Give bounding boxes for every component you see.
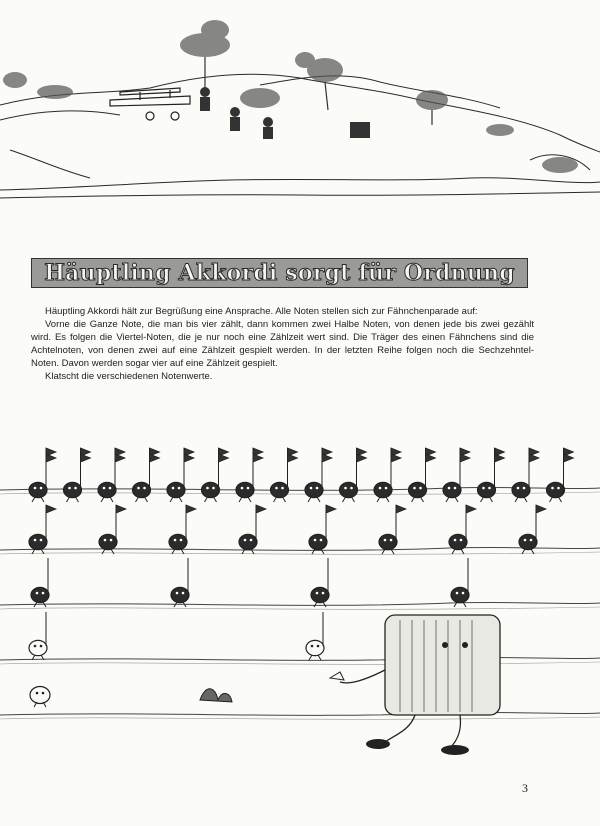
accordion-shoe [366,739,390,749]
accordion-chief [330,615,500,755]
note-head [519,534,537,549]
landscape-illustration [0,0,600,215]
accordion-hand [330,672,344,680]
ground-line [0,492,600,494]
note-figure [512,482,530,502]
note-foot [461,549,464,554]
note-eye [137,487,140,490]
note-foot [314,602,317,607]
note-head [31,587,49,602]
ground-line [0,657,600,660]
ground-line [0,552,600,554]
note-figure [409,482,427,502]
shrub [200,689,232,702]
note-eye [36,592,39,595]
note-foot [309,655,312,660]
note-eye [40,539,43,542]
note-head [171,587,189,602]
note-figure [98,482,116,502]
note-flag [253,454,263,462]
note-head [167,482,185,497]
accordion-eye [462,642,468,648]
note-flag [391,454,401,462]
note-figure [340,482,358,502]
note-flag [322,454,332,462]
note-flag [46,505,56,513]
note-foot [490,497,493,502]
note-eye [182,592,185,595]
note-flag [529,454,539,462]
note-eye [488,487,491,490]
note-foot [455,497,458,502]
note-head [239,534,257,549]
note-flag [116,505,126,513]
note-eye [456,592,459,595]
note-flag [564,454,574,462]
ground-line [0,662,600,664]
note-eye [448,487,451,490]
accordion-eye [442,642,448,648]
note-eye [34,539,37,542]
note-figure [451,587,469,607]
note-foot [421,497,424,502]
note-eye [419,487,422,490]
note-eye [281,487,284,490]
note-foot [214,497,217,502]
note-foot [32,497,35,502]
note-flag [288,454,298,462]
note-figure [202,482,220,502]
note-foot [136,497,139,502]
page-title: Häuptling Akkordi sorgt für Ordnung [44,260,515,286]
note-foot [248,497,251,502]
note-figure [547,482,565,502]
note-head [409,482,427,497]
note-head [379,534,397,549]
note-eye [110,539,113,542]
note-eye [206,487,209,490]
note-eye [385,487,388,490]
note-eye [180,539,183,542]
paragraph-instruction: Klatscht die verschiedenen Notenwerte. [45,371,213,382]
note-figure [29,640,47,660]
note-foot [343,497,346,502]
note-eye [413,487,416,490]
note-eye [530,539,533,542]
note-eye [379,487,382,490]
note-figure [519,534,537,554]
note-head [443,482,461,497]
note-eye [42,592,45,595]
note-eye [322,592,325,595]
note-eye [310,487,313,490]
note-figure [478,482,496,502]
note-flag [495,454,505,462]
note-foot [318,655,321,660]
note-foot [145,497,148,502]
note-eye [103,487,106,490]
note-figure [271,482,289,502]
note-head [306,640,324,655]
note-flag [219,454,229,462]
note-eye [250,539,253,542]
note-foot [352,497,355,502]
note-figure [309,534,327,554]
note-foot [110,497,113,502]
note-foot [481,497,484,502]
note-eye [40,487,43,490]
note-flag [460,454,470,462]
note-head [309,534,327,549]
note-figure [29,534,47,554]
note-foot [179,497,182,502]
ground-line [0,602,600,605]
note-eye [320,539,323,542]
note-foot [283,497,286,502]
note-eye [524,539,527,542]
note-eye [316,487,319,490]
note-foot [412,497,415,502]
accordion-body [385,615,500,715]
note-eye [482,487,485,490]
note-foot [76,497,79,502]
note-head [547,482,565,497]
note-eye [317,645,320,648]
note-head [311,587,329,602]
note-foot [41,497,44,502]
note-figure [305,482,323,502]
note-figure [311,587,329,607]
note-foot [274,497,277,502]
note-eye [384,539,387,542]
note-flag [115,454,125,462]
note-flag [466,505,476,513]
note-eye [34,645,37,648]
note-flag [536,505,546,513]
accordion-shoe [441,745,469,755]
note-eye [212,487,215,490]
note-eye [462,592,465,595]
note-eye [523,487,526,490]
accordion-arm [340,670,385,683]
note-head [451,587,469,602]
note-head [30,687,50,704]
note-foot [550,497,553,502]
note-head [512,482,530,497]
note-eye [275,487,278,490]
note-eye [42,692,45,695]
note-eye [241,487,244,490]
note-head [236,482,254,497]
note-eye [454,487,457,490]
note-figure [239,534,257,554]
body-text [31,305,534,383]
note-flag [396,505,406,513]
note-foot [446,497,449,502]
note-foot [377,497,380,502]
note-eye [36,692,39,695]
note-foot [308,497,311,502]
note-eye [244,539,247,542]
note-figure [374,482,392,502]
note-eye [344,487,347,490]
note-flag [357,454,367,462]
note-flag [186,505,196,513]
note-foot [170,497,173,502]
note-head [64,482,82,497]
note-foot [101,497,104,502]
accordion-leg [450,715,461,748]
note-eye [390,539,393,542]
note-eye [172,487,175,490]
note-figure [133,482,151,502]
page-number: 3 [522,781,528,795]
note-eye [557,487,560,490]
note-eye [104,539,107,542]
note-figure [64,482,82,502]
note-eye [174,539,177,542]
note-foot [515,497,518,502]
note-head [202,482,220,497]
note-eye [247,487,250,490]
note-figure [306,640,324,660]
note-foot [323,602,326,607]
note-foot [559,497,562,502]
note-figure [30,687,50,708]
note-figure [167,482,185,502]
ground-line [0,717,600,719]
note-figure [236,482,254,502]
note-head [29,640,47,655]
note-eye [314,539,317,542]
ground-line [0,712,600,715]
note-eye [551,487,554,490]
note-figure [169,534,187,554]
note-eye [68,487,71,490]
note-flag [256,505,266,513]
note-foot [452,549,455,554]
note-flag [46,454,56,462]
note-figure [443,482,461,502]
note-figure [449,534,467,554]
note-foot [524,497,527,502]
note-foot [386,497,389,502]
note-foot [205,497,208,502]
note-eye [454,539,457,542]
ground-line [0,487,600,490]
note-eye [40,645,43,648]
ground-line [0,607,600,609]
note-eye [460,539,463,542]
note-foot [317,497,320,502]
note-flag [326,505,336,513]
note-eye [176,592,179,595]
note-head [98,482,116,497]
note-head [374,482,392,497]
note-eye [143,487,146,490]
note-eye [178,487,181,490]
note-eye [109,487,112,490]
note-head [305,482,323,497]
paragraph-intro: Häuptling Akkordi hält zur Begrüßung eine Ansprache. Alle Noten stellen sich zur Fähnchenparade auf: [45,306,478,317]
note-head [340,482,358,497]
note-head [449,534,467,549]
note-eye [316,592,319,595]
note-eye [517,487,520,490]
note-figure [99,534,117,554]
note-eye [34,487,37,490]
note-head [169,534,187,549]
note-flag [184,454,194,462]
note-eye [74,487,77,490]
note-flag [426,454,436,462]
note-head [271,482,289,497]
ground-line [0,547,600,550]
note-eye [350,487,353,490]
note-head [29,534,47,549]
note-flag [150,454,160,462]
note-foot [67,497,70,502]
note-head [478,482,496,497]
note-figure [29,482,47,502]
title-banner [31,258,528,288]
paragraph-note-values: Vorne die Ganze Note, die man bis vier zählt, dann kommen zwei Halbe Noten, von denen jede bis zwei gezählt wird. Es folgen die Viertel-Noten, die je nur noch eine Zählzeit wert sind. Die Träger des einen Fähnchens sind die Achtelnoten, von denen zwei auf eine Zählzeit gespielt werden. In der letzten Reihe folgen noch die Sechzehntel-Noten. Davon werden sogar vier auf eine Zählzeit gespielt. [31,319,534,369]
note-flag [81,454,91,462]
note-head [29,482,47,497]
note-head [99,534,117,549]
note-head [133,482,151,497]
note-foot [239,497,242,502]
note-figure [379,534,397,554]
note-parade-illustration [0,430,600,760]
note-eye [311,645,314,648]
